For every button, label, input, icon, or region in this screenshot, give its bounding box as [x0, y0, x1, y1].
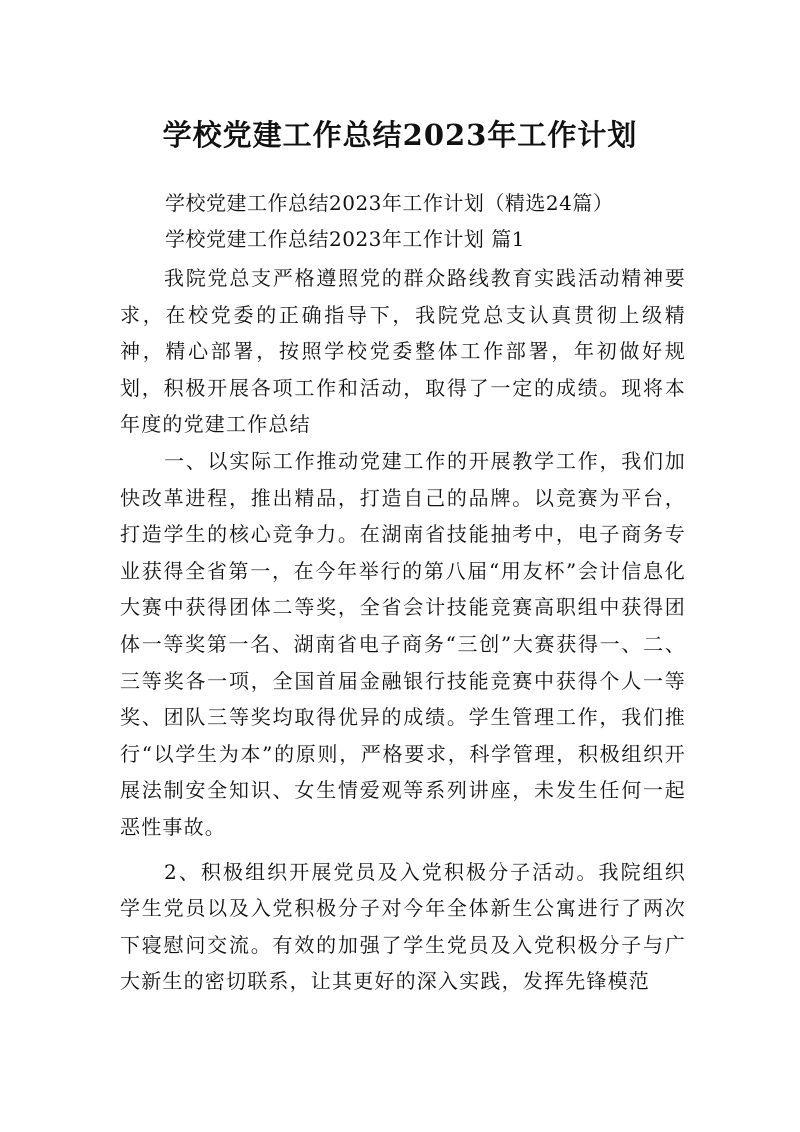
- section-heading: 学校党建工作总结2023年工作计划 篇1: [165, 227, 525, 251]
- paragraph-one: 一、以实际工作推动党建工作的开展教学工作，我们加快改革进程，推出精品，打造自己的品牌。以竞赛为平台，打造学生的核心竞争力。在湖南省技能抽考中，电子商务专业获得全省第一，在今年举行的第八届“用友杯”会计信息化大赛中获得团体二等奖，全省会计技能竞赛高职组中获得团体一等奖第一名、湖南省电子商务“三创”大赛获得一、二、三等奖各一项，全国首届金融银行技能竞赛中获得个人一等奖、团队三等奖均取得优异的成绩。学生管理工作，我们推行“以学生为本”的原则，严格要求，科学管理，积极组织开展法制安全知识、女生情爱观等系列讲座，未发生任何一起恶性事故。: [120, 448, 686, 839]
- document-body: [120, 260, 686, 1000]
- document-title: 学校党建工作总结2023年工作计划: [162, 118, 638, 153]
- document-subtitle: 学校党建工作总结2023年工作计划（精选24篇）: [165, 191, 614, 215]
- paragraph-intro: 我院党总支严格遵照党的群众路线教育实践活动精神要求，在校党委的正确指导下，我院党总支认真贯彻上级精神，精心部署，按照学校党委整体工作部署，年初做好规划，积极开展各项工作和活动，取得了一定的成绩。现将本年度的党建工作总结: [120, 266, 686, 437]
- paragraph-two: 2、积极组织开展党员及入党积极分子活动。我院组织学生党员以及入党积极分子对今年全体新生公寓进行了两次下寝慰问交流。有效的加强了学生党员及入党积极分子与广大新生的密切联系，让其更好的深入实践，发挥先锋模范: [120, 859, 686, 994]
